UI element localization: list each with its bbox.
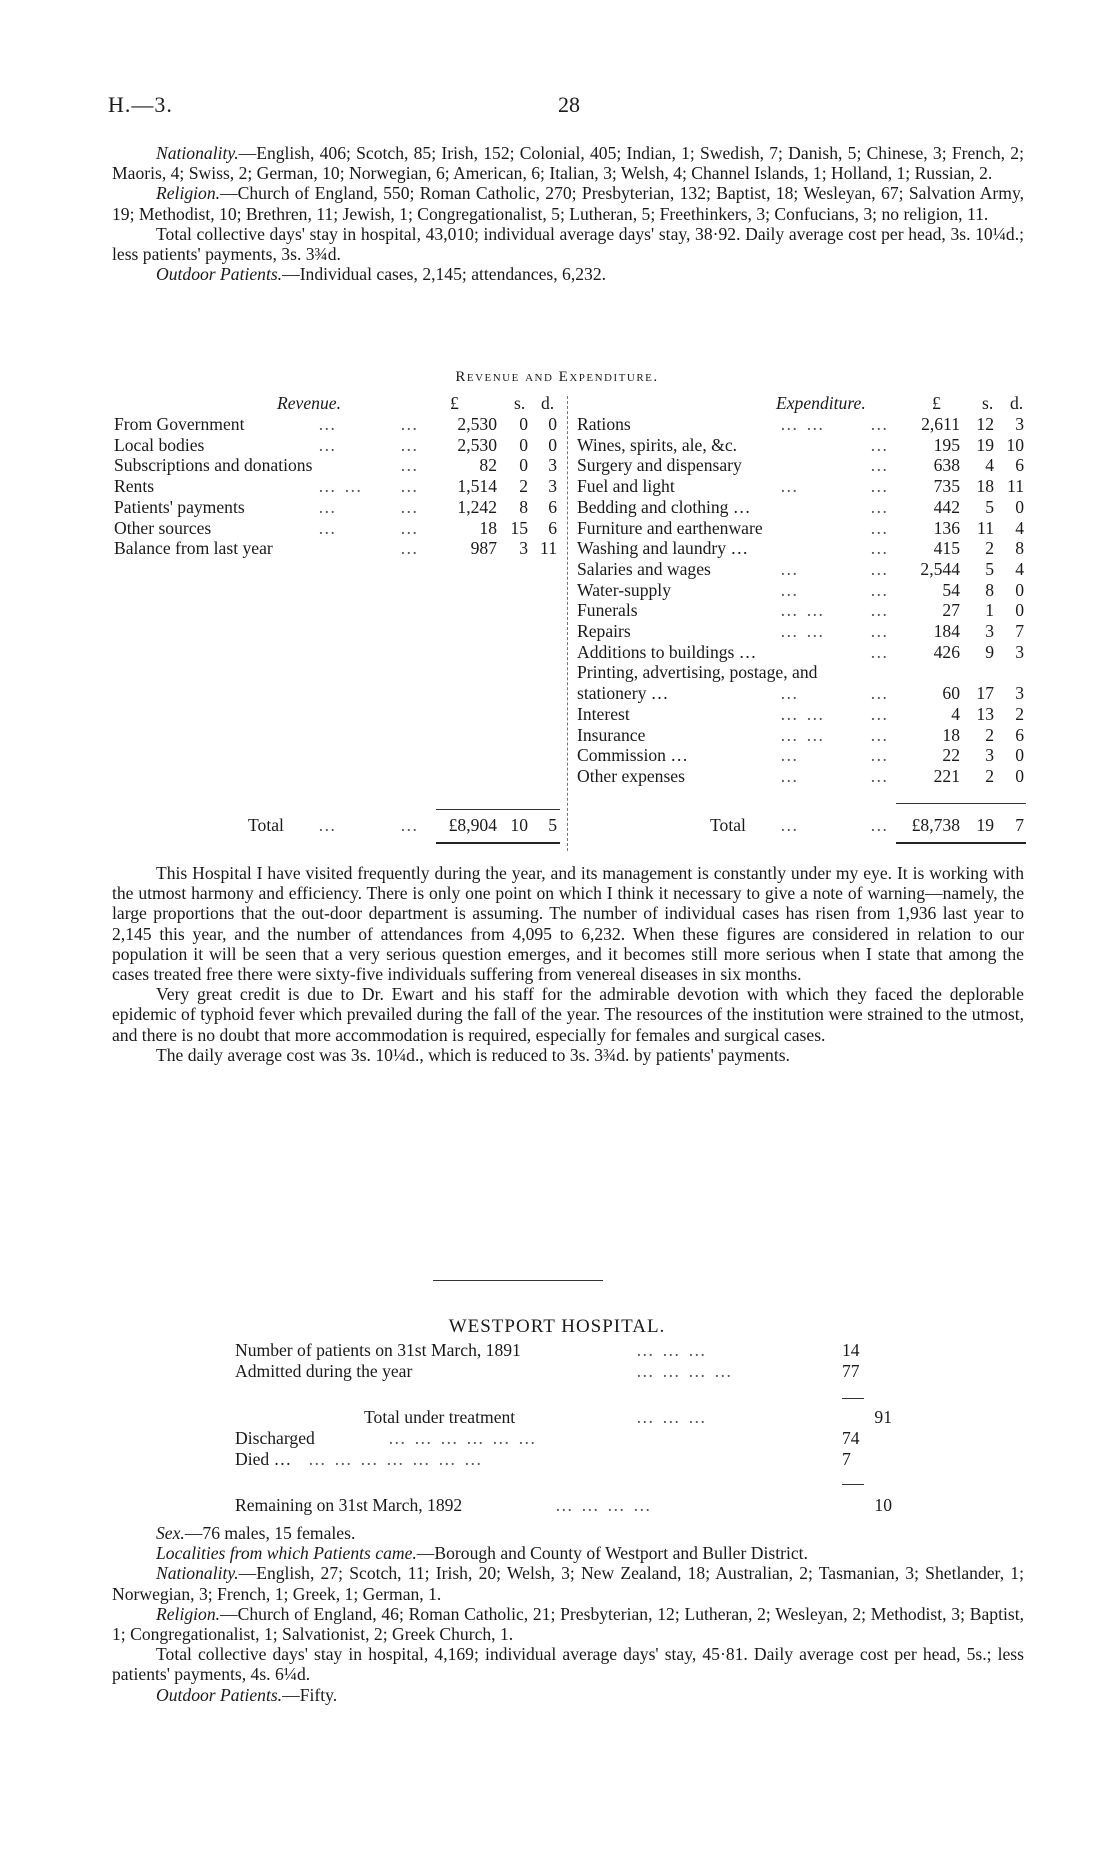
leader-dots: … … … … … … … bbox=[308, 1449, 484, 1469]
paragraph-text: —76 males, 15 females. bbox=[184, 1523, 356, 1543]
leader-dots: … bbox=[870, 455, 890, 476]
westport-row-label: Discharged bbox=[235, 1428, 315, 1448]
expenditure-item: Surgery and dispensary bbox=[577, 455, 742, 476]
westport-row-count: 7 bbox=[842, 1449, 851, 1469]
expenditure-shillings: 11 bbox=[977, 517, 994, 538]
leader-dots: … bbox=[870, 641, 890, 662]
expenditure-shillings: 18 bbox=[976, 476, 994, 497]
expenditure-pence: 2 bbox=[1015, 703, 1024, 724]
expenditure-pence: 7 bbox=[1015, 621, 1024, 641]
paragraph bbox=[112, 1604, 1024, 1644]
revenue-shillings: 3 bbox=[519, 538, 528, 559]
westport-row-count: 14 bbox=[842, 1340, 860, 1360]
expenditure-shillings: 13 bbox=[976, 703, 994, 724]
expenditure-pounds: 415 bbox=[933, 538, 960, 559]
revenue-col-d: d. bbox=[541, 393, 555, 413]
revenue-pence: 0 bbox=[548, 434, 557, 455]
expenditure-total-label: Total bbox=[710, 815, 746, 835]
paragraph bbox=[112, 1644, 1024, 1684]
leader-dots: … bbox=[780, 745, 800, 766]
expenditure-pence: 0 bbox=[1015, 745, 1024, 766]
expenditure-shillings: 1 bbox=[985, 600, 994, 621]
expenditure-shillings: 4 bbox=[985, 455, 994, 476]
expenditure-pence: 3 bbox=[1015, 641, 1024, 662]
expenditure-shillings: 9 bbox=[985, 641, 994, 662]
expenditure-item: Wines, spirits, ale, &c. bbox=[577, 434, 738, 455]
revenue-total-pence: 5 bbox=[548, 815, 557, 835]
paragraph-label: Religion. bbox=[156, 1603, 221, 1624]
expenditure-item: Rations bbox=[577, 414, 631, 434]
paragraph-text: Total collective days' stay in hospital, 4,169; individual average days' stay, 45·81. Daily average cost per head, 5s.; less patients' payments, 4s. 6¼d. bbox=[112, 1644, 1024, 1685]
expenditure-pence: 0 bbox=[1015, 579, 1024, 600]
paragraph-label: Localities from which Patients came. bbox=[156, 1543, 417, 1564]
revenue-pounds: 987 bbox=[470, 538, 497, 559]
revenue-pence: 0 bbox=[548, 414, 557, 434]
expenditure-pence: 8 bbox=[1015, 538, 1024, 559]
revenue-heading: Revenue. bbox=[277, 393, 341, 413]
revenue-pence: 3 bbox=[548, 455, 557, 476]
westport-title: WESTPORT HOSPITAL. bbox=[448, 1316, 666, 1337]
revenue-col-pound: £ bbox=[450, 393, 459, 413]
leader-dots: … … bbox=[780, 703, 826, 724]
leader-dots: … bbox=[780, 765, 800, 786]
expenditure-item: Salaries and wages bbox=[577, 558, 711, 579]
revenue-shillings: 15 bbox=[510, 517, 528, 538]
paragraph-label: Religion. bbox=[156, 183, 221, 204]
paragraph-text: —Church of England, 46; Roman Catholic, 21; Presbyterian, 12; Lutheran, 2; Wesleyan, 2; Methodist, 3; Baptist, 1; Congregationalist, 1; Salvationist, 2; Greek Church, 1. bbox=[112, 1603, 1024, 1645]
expenditure-col-s: s. bbox=[982, 393, 994, 413]
expenditure-pounds: 22 bbox=[942, 745, 960, 766]
expenditure-pounds: 638 bbox=[933, 455, 960, 476]
paragraph: This Hospital I have visited frequently during the year, and its management is constantly under my eye. It is working with the utmost harmony and efficiency. There is only one point on which I think it necessary to give a note of warning—namely, the large proportions that the out-door department is assuming. The number of individual cases has risen from 1,936 last year to 2,145 this year, and the number of attendances from 4,095 to 6,232. When these figures are considered in relation to our population it will be seen that a very serious question emerges, and it becomes still more serious when I state that among the cases treated free there were sixty-five individuals suffering from venereal diseases in six months. bbox=[112, 863, 1024, 985]
leader-dots: … bbox=[400, 434, 420, 455]
expenditure-heading: Expenditure. bbox=[776, 393, 866, 413]
expenditure-pence: 4 bbox=[1015, 517, 1024, 538]
leader-dots: … bbox=[870, 496, 890, 517]
revenue-col-s: s. bbox=[514, 393, 526, 413]
revenue-item: Patients' payments bbox=[114, 496, 245, 517]
westport-row-label: Died … bbox=[235, 1449, 292, 1469]
expenditure-item: Interest bbox=[577, 703, 630, 724]
expenditure-shillings: 19 bbox=[976, 434, 994, 455]
leader-dots: … … bbox=[780, 621, 826, 641]
expenditure-pounds: 195 bbox=[933, 434, 960, 455]
revenue-pence: 6 bbox=[548, 517, 557, 538]
expenditure-shillings: 17 bbox=[976, 683, 994, 704]
leader-dots: … bbox=[870, 538, 890, 559]
expenditure-total-pounds: £8,738 bbox=[911, 815, 960, 835]
expenditure-shillings: 2 bbox=[985, 765, 994, 786]
expenditure-shillings: 3 bbox=[985, 621, 994, 641]
expenditure-pence: 0 bbox=[1015, 600, 1024, 621]
paragraph-text: —Borough and County of Westport and Buller District. bbox=[416, 1543, 808, 1564]
expenditure-pence: 3 bbox=[1015, 414, 1024, 434]
expenditure-pounds: 27 bbox=[942, 600, 960, 621]
westport-row-label: Number of patients on 31st March, 1891 bbox=[235, 1340, 521, 1360]
paragraph-text: —English, 27; Scotch, 11; Irish, 20; Welsh, 3; New Zealand, 18; Australian, 2; Tasmanian, 3; Shetlander, 1; Norwegian, 3; French, 1; Greek, 1; German, 1. bbox=[112, 1563, 1024, 1604]
revenue-pence: 11 bbox=[540, 538, 557, 559]
expenditure-pence: 0 bbox=[1015, 765, 1024, 786]
leader-dots: … bbox=[870, 414, 890, 434]
expenditure-pence: 3 bbox=[1015, 683, 1024, 704]
leader-dots: … bbox=[870, 724, 890, 745]
leader-dots: … bbox=[318, 815, 338, 835]
leader-dots: … … … bbox=[636, 1340, 708, 1360]
expenditure-pounds: 60 bbox=[942, 683, 960, 704]
westport-row-label: Admitted during the year bbox=[235, 1361, 413, 1381]
leader-dots: … bbox=[318, 517, 338, 538]
expenditure-item: Water-supply bbox=[577, 579, 671, 600]
paragraph bbox=[112, 1543, 1024, 1563]
westport-row-count: 77 bbox=[842, 1361, 860, 1381]
paragraph-text: —Fifty. bbox=[282, 1684, 338, 1705]
revenue-item: Subscriptions and donations bbox=[114, 455, 313, 476]
leader-dots: … … bbox=[780, 724, 826, 745]
expenditure-pounds: 442 bbox=[933, 496, 960, 517]
leader-dots: … bbox=[870, 745, 890, 766]
leader-dots: … … … … bbox=[555, 1495, 653, 1515]
expenditure-pounds: 2,544 bbox=[920, 558, 960, 579]
revenue-pounds: 82 bbox=[479, 455, 497, 476]
expenditure-item: Other expenses bbox=[577, 765, 685, 786]
expenditure-pounds: 4 bbox=[951, 703, 960, 724]
expenditure-shillings: 8 bbox=[985, 579, 994, 600]
revenue-item: Local bodies bbox=[114, 434, 205, 455]
expenditure-pounds: 184 bbox=[933, 621, 960, 641]
expenditure-shillings: 12 bbox=[976, 414, 994, 434]
leader-dots: … bbox=[870, 683, 890, 704]
leader-dots: … bbox=[870, 558, 890, 579]
paragraph-text: —English, 406; Scotch, 85; Irish, 152; Colonial, 405; Indian, 1; Swedish, 7; Danish, 5; Chinese, 3; French, 2; Maoris, 4; Swiss, 2; German, 10; Norwegian, 6; American, 6; Italian, 3; Welsh, 4; Channel Islands, 1; Holland, 1; Russian, 2. bbox=[112, 143, 1024, 184]
paragraph: Very great credit is due to Dr. Ewart and his staff for the admirable devotion with which they faced the deplorable epidemic of typhoid fever which prevailed during the fall of the year. The resources of the institution were strained to the utmost, and there is no doubt that more accommodation is required, especially for females and surgical cases. bbox=[112, 984, 1024, 1045]
expenditure-item: Funerals bbox=[577, 600, 638, 621]
leader-dots: … bbox=[870, 434, 890, 455]
leader-dots: … bbox=[780, 579, 800, 600]
paragraph: The daily average cost was 3s. 10¼d., which is reduced to 3s. 3¾d. by patients' payments. bbox=[156, 1044, 790, 1065]
revenue-total-shillings: 10 bbox=[510, 815, 528, 835]
expenditure-pence: 11 bbox=[1007, 476, 1024, 497]
expenditure-col-d: d. bbox=[1010, 393, 1024, 413]
revenue-pounds: 18 bbox=[479, 517, 497, 538]
paragraph-label: Outdoor Patients. bbox=[156, 264, 283, 285]
paragraph bbox=[112, 1563, 1024, 1603]
westport-row-total: 10 bbox=[874, 1495, 892, 1515]
leader-dots: … bbox=[318, 434, 338, 455]
expenditure-item: Washing and laundry … bbox=[577, 538, 749, 559]
leader-dots: … bbox=[400, 476, 420, 497]
leader-dots: … bbox=[400, 496, 420, 517]
expenditure-pence: 6 bbox=[1015, 724, 1024, 745]
leader-dots: … bbox=[780, 476, 800, 497]
revenue-total-pounds: £8,904 bbox=[448, 815, 497, 835]
leader-dots: … bbox=[400, 517, 420, 538]
expenditure-pence: 4 bbox=[1015, 558, 1024, 579]
paragraph-label: Nationality. bbox=[156, 1563, 239, 1584]
revenue-pence: 6 bbox=[548, 496, 557, 517]
expenditure-item: Repairs bbox=[577, 621, 631, 641]
expenditure-shillings: 5 bbox=[985, 558, 994, 579]
doc-code: H.—3. bbox=[108, 92, 173, 117]
westport-details bbox=[112, 1523, 1024, 1705]
leader-dots: … … bbox=[318, 476, 364, 497]
leader-dots: … bbox=[870, 621, 890, 641]
expenditure-pounds: 2,611 bbox=[921, 414, 960, 434]
expenditure-item: Bedding and clothing … bbox=[577, 496, 751, 517]
paragraph-label: Sex. bbox=[156, 1523, 185, 1543]
paragraph-text: Total collective days' stay in hospital, 43,010; individual average days' stay, 38·92. Daily average cost per head, 3s. 10¼d.; less patients' payments, 3s. 3¾d. bbox=[112, 223, 1024, 265]
expenditure-total-shillings: 19 bbox=[976, 815, 994, 835]
expenditure-item: stationery … bbox=[577, 683, 669, 704]
leader-dots: … bbox=[870, 703, 890, 724]
leader-dots: … … … bbox=[636, 1407, 708, 1427]
leader-dots: … bbox=[870, 600, 890, 621]
expenditure-item: Insurance bbox=[577, 724, 646, 745]
leader-dots: … bbox=[400, 455, 420, 476]
expenditure-shillings: 2 bbox=[985, 724, 994, 745]
revenue-total-label: Total bbox=[248, 815, 284, 835]
expenditure-item: Additions to buildings … bbox=[577, 641, 757, 662]
expenditure-item: Furniture and earthenware bbox=[577, 517, 763, 538]
paragraph-label: Nationality. bbox=[156, 143, 239, 163]
revenue-shillings: 0 bbox=[519, 455, 528, 476]
revenue-pounds: 2,530 bbox=[457, 414, 497, 434]
sum-rule bbox=[842, 1398, 864, 1399]
leader-dots: … … … … … … bbox=[388, 1428, 538, 1448]
expenditure-pounds: 735 bbox=[933, 476, 960, 497]
expenditure-item: Fuel and light bbox=[577, 476, 675, 497]
expenditure-total-pence: 7 bbox=[1015, 815, 1024, 835]
page-number: 28 bbox=[558, 92, 580, 117]
leader-dots: … bbox=[870, 765, 890, 786]
revenue-pounds: 1,242 bbox=[457, 496, 497, 517]
westport-row-count: 74 bbox=[842, 1428, 860, 1448]
expenditure-pence: 6 bbox=[1015, 455, 1024, 476]
revenue-item: Rents bbox=[114, 476, 155, 497]
paragraph bbox=[112, 1685, 1024, 1705]
revenue-pounds: 1,514 bbox=[457, 476, 497, 497]
expenditure-shillings: 5 bbox=[985, 496, 994, 517]
expenditure-item: Commission … bbox=[577, 745, 688, 766]
expenditure-pounds: 136 bbox=[933, 517, 960, 538]
expenditure-item: Printing, advertising, postage, and bbox=[577, 662, 818, 683]
expenditure-pounds: 426 bbox=[933, 641, 960, 662]
leader-dots: … … bbox=[780, 600, 826, 621]
westport-row-label: Total under treatment bbox=[364, 1407, 516, 1427]
leader-dots: … bbox=[400, 414, 420, 434]
sum-rule bbox=[842, 1484, 864, 1485]
leader-dots: … bbox=[780, 683, 800, 704]
paragraph bbox=[112, 1523, 1024, 1543]
expenditure-pence: 0 bbox=[1015, 496, 1024, 517]
revenue-pounds: 2,530 bbox=[457, 434, 497, 455]
leader-dots: … bbox=[318, 414, 338, 434]
expenditure-pounds: 18 bbox=[942, 724, 960, 745]
expenditure-shillings: 3 bbox=[985, 745, 994, 766]
leader-dots: … … … … bbox=[636, 1361, 734, 1381]
expenditure-shillings: 2 bbox=[985, 538, 994, 559]
leader-dots: … bbox=[870, 476, 890, 497]
revenue-shillings: 2 bbox=[519, 476, 528, 497]
paragraph-label: Outdoor Patients. bbox=[156, 1684, 283, 1705]
revenue-expenditure-title: Revenue and Expenditure. bbox=[455, 369, 659, 385]
leader-dots: … bbox=[870, 579, 890, 600]
revenue-item: From Government bbox=[114, 414, 245, 434]
revenue-shillings: 8 bbox=[519, 496, 528, 517]
expenditure-pounds: 54 bbox=[942, 579, 960, 600]
revenue-shillings: 0 bbox=[519, 414, 528, 434]
expenditure-col-pound: £ bbox=[932, 393, 941, 413]
leader-dots: … … bbox=[780, 414, 826, 434]
revenue-shillings: 0 bbox=[519, 434, 528, 455]
paragraph-text: —Individual cases, 2,145; attendances, 6,232. bbox=[282, 264, 607, 285]
leader-dots: … bbox=[400, 538, 420, 559]
revenue-item: Other sources bbox=[114, 517, 212, 538]
revenue-item: Balance from last year bbox=[114, 538, 273, 559]
leader-dots: … bbox=[870, 815, 890, 835]
westport-row-label: Remaining on 31st March, 1892 bbox=[235, 1495, 463, 1515]
leader-dots: … bbox=[780, 815, 800, 835]
expenditure-pence: 10 bbox=[1006, 434, 1024, 455]
expenditure-pounds: 221 bbox=[933, 765, 960, 786]
leader-dots: … bbox=[400, 815, 420, 835]
leader-dots: … bbox=[780, 558, 800, 579]
revenue-pence: 3 bbox=[548, 476, 557, 497]
westport-row-total: 91 bbox=[874, 1407, 892, 1427]
leader-dots: … bbox=[870, 517, 890, 538]
leader-dots: … bbox=[318, 496, 338, 517]
paragraph-text: —Church of England, 550; Roman Catholic, 270; Presbyterian, 132; Baptist, 18; Wesleyan, 67; Salvation Army, 19; Methodist, 10; Brethren, 11; Jewish, 1; Congregationalist, 5; Lutheran, 5; Freethinkers, 3; Confucians, 3; no religion, 11. bbox=[112, 183, 1024, 224]
